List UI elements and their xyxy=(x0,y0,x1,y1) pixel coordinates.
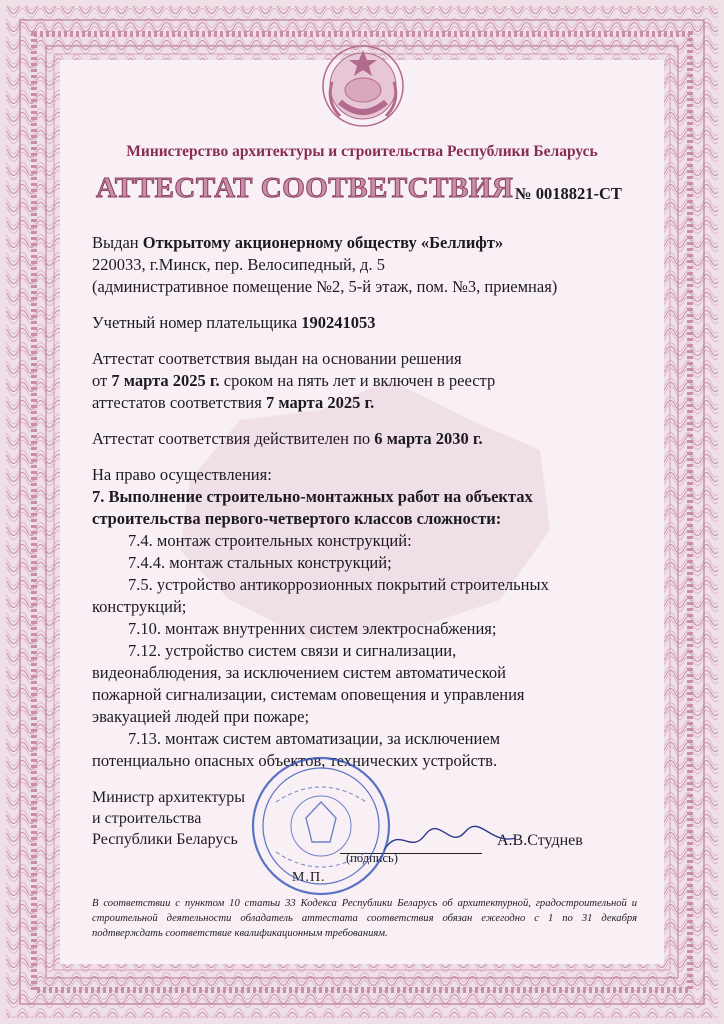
certificate-body xyxy=(92,232,652,772)
position-line-2: и строительства xyxy=(92,810,202,827)
registry-date: 7 марта 2025 г. xyxy=(265,393,375,412)
rights-item: эвакуацией людей при пожаре; xyxy=(92,707,310,726)
rights-item: 7.4. монтаж строительных конструкций: xyxy=(128,531,412,550)
unp-label: Учетный номер плательщика xyxy=(92,313,302,332)
rights-heading-1 xyxy=(92,486,652,508)
validity-prefix: Аттестат соответствия действителен по xyxy=(92,429,375,448)
rights-item: конструкций; xyxy=(92,597,187,616)
basis-line-1: Аттестат соответствия выдан на основании решения xyxy=(92,349,462,368)
certificate-title: АТТЕСТАТ СООТВЕТСТВИЯ xyxy=(96,172,514,204)
seal-mark: М.П. xyxy=(292,870,326,885)
rights-item: 7.13. монтаж систем автоматизации, за исключением xyxy=(128,729,501,748)
certificate-number: № 0018821-СТ xyxy=(515,184,622,203)
rights-intro: На право осуществления: xyxy=(92,465,272,484)
rights-item: видеонаблюдения, за исключением систем автоматической xyxy=(92,663,506,682)
footnote: В соответствии с пунктом 10 статьи 33 Кодекса Республики Беларусь об архитектурной, градостроительной и строительной деятельности обладатель аттестата соответствия обязан ежегодно с 1 по 31 декабря подтверждать соответствие квалификационным требованиям. xyxy=(92,898,637,939)
rights-heading-text-1: 7. Выполнение строительно-монтажных работ на объектах xyxy=(92,487,533,506)
position-line-3: Республики Беларусь xyxy=(92,831,238,848)
basis-line-2 xyxy=(92,370,652,392)
rights-item: 7.12. устройство систем связи и сигнализации, xyxy=(128,641,457,660)
ministry-name: Министерство архитектуры и строительства Республики Беларусь xyxy=(126,143,598,160)
basis-line-3 xyxy=(92,392,652,414)
signature-caption: (подпись) xyxy=(346,851,398,865)
issued-prefix: Выдан xyxy=(92,233,143,252)
validity-date: 6 марта 2030 г. xyxy=(374,429,483,448)
handwritten-signature xyxy=(380,820,520,860)
issued-name: Открытому акционерному обществу «Беллифт» xyxy=(142,233,504,252)
rights-item: 7.4.4. монтаж стальных конструкций; xyxy=(128,553,392,572)
signer-name: А.В.Студнев xyxy=(497,832,583,849)
basis-term: сроком на пять лет и включен в реестр xyxy=(219,371,496,390)
unp-line xyxy=(92,312,652,334)
validity-line xyxy=(92,428,652,450)
unp-value: 190241053 xyxy=(301,313,376,332)
rights-item: 7.10. монтаж внутренних систем электроснабжения; xyxy=(128,619,497,638)
rights-item: пожарной сигнализации, системам оповещения и управления xyxy=(92,685,525,704)
rights-heading-2 xyxy=(92,508,652,530)
address-line-2: (административное помещение №2, 5-й этаж, пом. №3, приемная) xyxy=(92,277,558,296)
address-line: 220033, г.Минск, пер. Велосипедный, д. 5 xyxy=(92,255,385,274)
official-seal-stamp xyxy=(246,752,396,900)
rights-item: 7.5. устройство антикоррозионных покрытий строительных xyxy=(128,575,549,594)
decision-date: 7 марта 2025 г. xyxy=(111,371,220,390)
registry-label: аттестатов соответствия xyxy=(92,393,266,412)
issued-line xyxy=(92,232,652,254)
signatory-position xyxy=(92,787,245,850)
position-line-1: Министр архитектуры xyxy=(92,789,246,806)
basis-from: от xyxy=(92,371,112,390)
rights-item: потенциально опасных объектов, технических устройств. xyxy=(92,751,498,770)
rights-heading-text-2: строительства первого-четвертого классов сложности: xyxy=(92,509,502,528)
